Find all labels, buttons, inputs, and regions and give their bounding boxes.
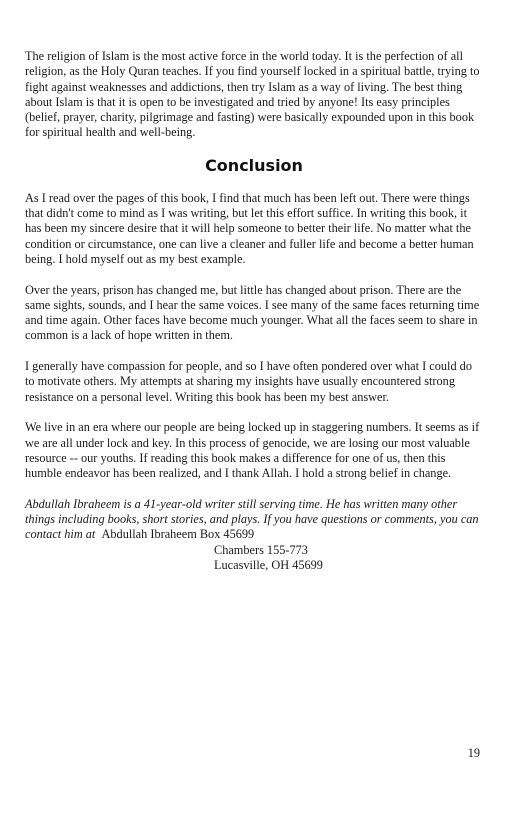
author-bio — [25, 497, 483, 573]
intro-paragraph: The religion of Islam is the most active force in the world today. It is the perfection of all religion, as the Holy Quran teaches. If you find yourself locked in a spiritual battle, trying to fight against weaknesses and addictions, then try Islam as a way of living. The best thing about Islam is that it is open to be investigated and tried by anyone! Its easy principles (belief, prayer, charity, pilgrimage and fasting) were basically expounded upon in this book for spiritual health and well-being. — [25, 49, 480, 140]
author-bio-text — [25, 497, 483, 543]
body-paragraph-4: We live in an era where our people are being locked up in staggering numbers. It seems as if we are all under lock and key. In this process of genocide, we are losing our most valuable resource -- our youths. If reading this book makes a difference for one of us, then this humble endeavor has been realized, and I thank Allah. I hold a strong belief in change. — [25, 420, 480, 481]
page-body — [25, 49, 483, 573]
author-bio-sentence: Abdullah Ibraheem is a 41-year-old writer still serving time. He has written many other things including books, short stories, and plays. If you have questions or comments, you can contact him at — [25, 496, 479, 542]
address-line-1: Abdullah Ibraheem Box 45699 — [101, 527, 255, 542]
section-heading: Conclusion — [205, 155, 303, 175]
body-paragraph-3: I generally have compassion for people, and so I have often pondered over what I could do to motivate others. My attempts at sharing my insights have usually encountered strong resistance on a personal level. Writing this book has been my best answer. — [25, 359, 472, 404]
body-paragraph-2: Over the years, prison has changed me, but little has changed about prison. There are the same sights, sounds, and I hear the same voices. I see many of the same faces returning time and time again. Other faces have become much younger. What all the faces seem to share in common is a lack of hope written in them. — [25, 282, 480, 343]
address-line-3: Lucasville, OH 45699 — [214, 557, 323, 572]
page-number: 19 — [467, 746, 480, 760]
body-paragraph-1: As I read over the pages of this book, I find that much has been left out. There were things that didn't come to mind as I was writing, but let this effort suffice. In writing this book, it has been my sincere desire that it will help someone to better their life. No matter what the condition or circumstance, one can live a cleaner and fuller life and become a better human being. I hold myself out as my best example. — [25, 190, 474, 266]
address-line-2: Chambers 155-773 — [214, 542, 308, 557]
